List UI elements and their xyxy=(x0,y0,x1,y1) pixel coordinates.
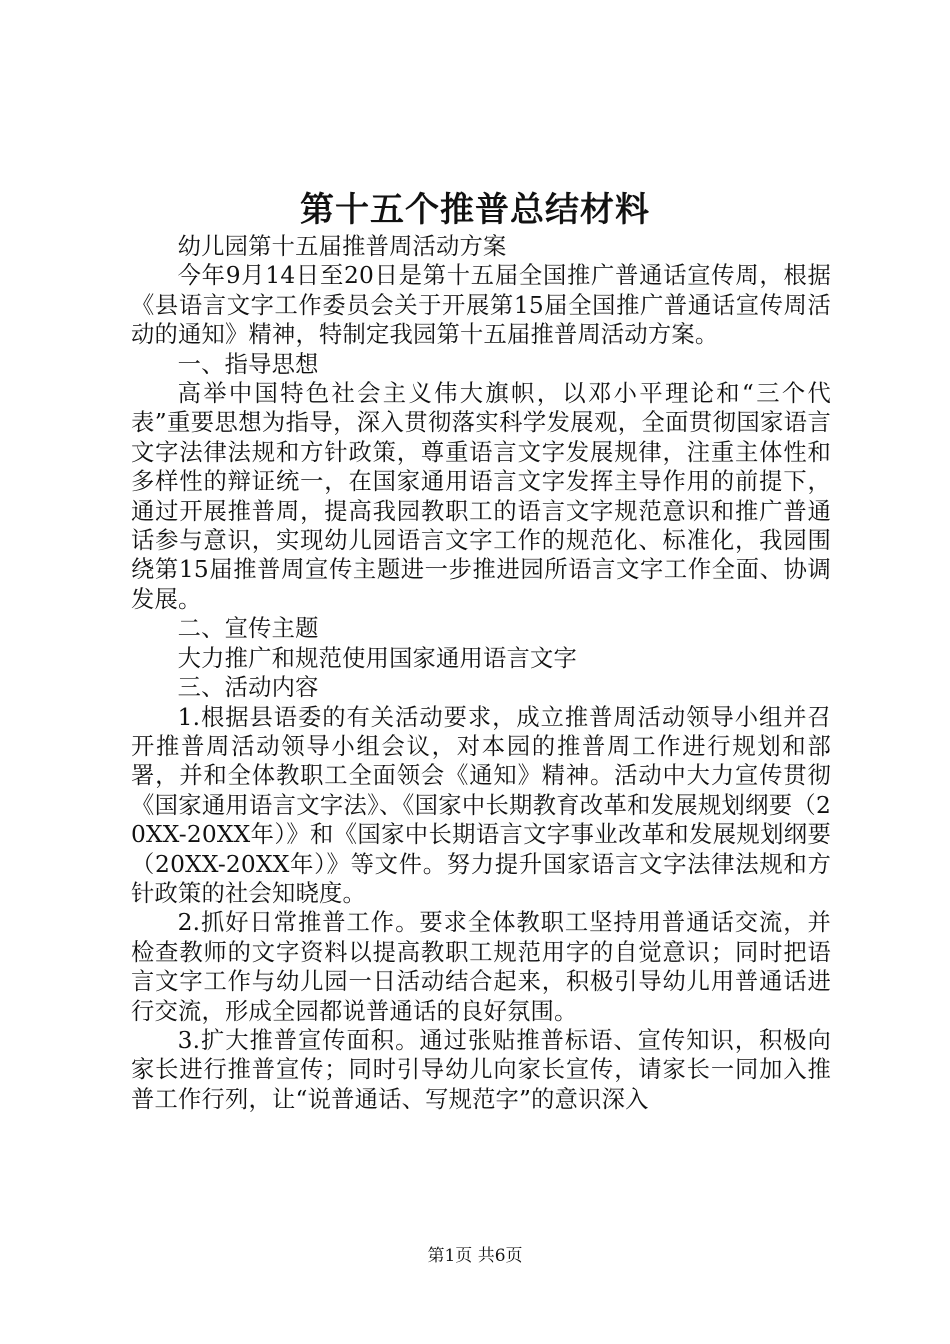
section-heading-activities: 三、活动内容 xyxy=(177,674,319,702)
page-footer: 第1页 共6页 xyxy=(427,1246,523,1266)
paragraph-theme: 大力推广和规范使用国家通用语言文字 xyxy=(177,644,578,672)
section-heading-theme: 二、宣传主题 xyxy=(177,615,319,643)
paragraph-intro: 今年9月14日至20日是第十五届全国推广普通话宣传周，根据《县语言文字工作委员会关于开展第15届全国推广普通话宣传周活动的通知》精神，特制定我园第十五届推普周活动方案。 xyxy=(131,262,831,349)
paragraph-activity-3: 3.扩大推普宣传面积。通过张贴推普标语、宣传知识，积极向家长进行推普宣传；同时引导幼儿向家长宣传，请家长一同加入推普工作行列，让“说普通话、写规范字”的意识深入 xyxy=(131,1026,831,1113)
paragraph-subtitle: 幼儿园第十五届推普周活动方案 xyxy=(177,233,507,260)
document-title: 第十五个推普总结材料 xyxy=(300,190,650,230)
paragraph-guiding-ideology: 高举中国特色社会主义伟大旗帜，以邓小平理论和“三个代表”重要思想为指导，深入贯彻落实科学发展观，全面贯彻国家语言文字法律法规和方针政策，尊重语言文字发展规律，注重主体性和多样性的辩证统一，在国家通用语言文字发挥主导作用的前提下，通过开展推普周，提高我园教职工的语言文字规范意识和推广普通话参与意识，实现幼儿园语言文字工作的规范化、标准化，我园围绕第15届推普周宣传主题进一步推进园所语言文字工作全面、协调发展。 xyxy=(131,380,831,613)
document-body xyxy=(131,232,831,1114)
paragraph-activity-2: 2.抓好日常推普工作。要求全体教职工坚持用普通话交流，并检查教师的文字资料以提高教职工规范用字的自觉意识；同时把语言文字工作与幼儿园一日活动结合起来，积极引导幼儿用普通话进行交流，形成全园都说普通话的良好氛围。 xyxy=(131,909,831,1025)
paragraph-activity-1: 1.根据县语委的有关活动要求，成立推普周活动领导小组并召开推普周活动领导小组会议，对本园的推普周工作进行规划和部署，并和全体教职工全面领会《通知》精神。活动中大力宣传贯彻《国家通用语言文字法》、《国家中长期教育改革和发展规划纲要（20XX-20XX年）》和《国家中长期语言文字事业改革和发展规划纲要（20XX-20XX年）》等文件。努力提升国家语言文字法律法规和方针政策的社会知晓度。 xyxy=(131,703,831,907)
section-heading-guiding-ideology: 一、指导思想 xyxy=(177,350,319,378)
